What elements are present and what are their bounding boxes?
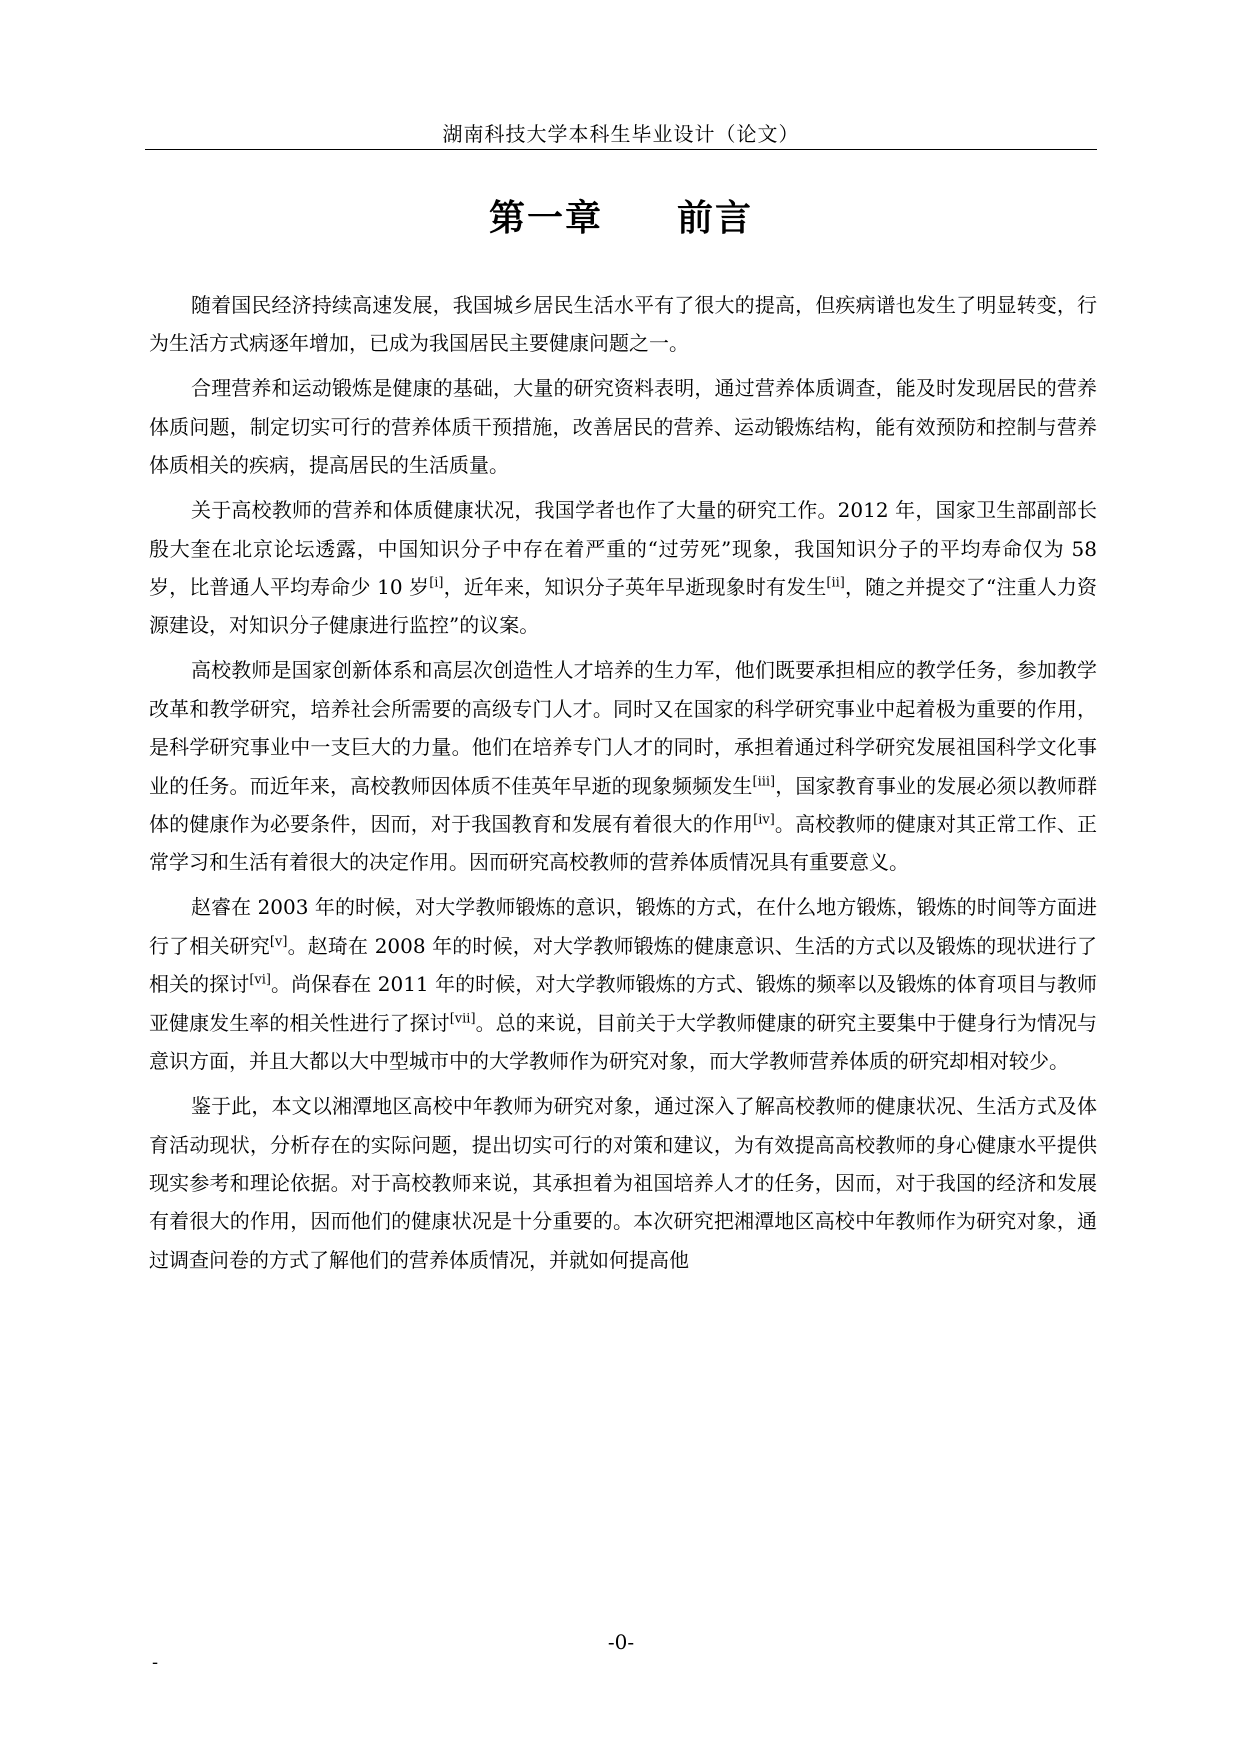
citation-ref[interactable]: [ii] [826, 575, 845, 591]
header-rule [145, 149, 1097, 150]
paragraph-text: 。尚保春在 2011 年的时候，对大学教师锻炼的方式、锻炼的频率以及锻炼的体育项目与教师亚健康发生率的相关性进行了探讨 [149, 972, 1097, 1035]
footer-mark: - [152, 1652, 159, 1673]
paragraph-text: 赵睿在 2003 年的时候，对大学教师锻炼的意识，锻炼的方式，在什么地方锻炼，锻炼的时间等方面进行了相关研究 [149, 895, 1097, 958]
citation-ref[interactable]: [iv] [753, 812, 775, 828]
paragraph-text: 。赵琦在 2008 年的时候，对大学教师锻炼的健康意识、生活的方式以及锻炼的现状进行了相关的探讨 [149, 933, 1097, 997]
citation-ref[interactable]: [vii] [449, 1011, 476, 1027]
citation-ref[interactable]: [i] [429, 575, 444, 591]
chapter-name: 前言 [677, 197, 754, 239]
citation-ref[interactable]: [vi] [249, 972, 271, 988]
paragraph-text: 鉴于此，本文以湘潭地区高校中年教师为研究对象，通过深入了解高校教师的健康状况、生活方式及体育活动现状，分析存在的实际问题，提出切实可行的对策和建议，为有效提高高校教师的身心健康水平提供现实参考和理论依据。对于高校教师来说，其承担着为祖国培养人才的任务，因而，对于我国的经济和发展有着很大的作用，因而他们的健康状况是十分重要的。本次研究把湘潭地区高校中年教师作为研究对象，通过调查问卷的方式了解他们的营养体质情况，并就如何提高他 [149, 1094, 1097, 1272]
paragraph-text: ，国家教育事业的发展必须以教师群体的健康作为必要条件，因而，对于我国教育和发展有着很大的作用 [149, 773, 1098, 837]
chapter-number: 第一章 [488, 197, 603, 239]
paragraph-text: 。高校教师的健康对其正常工作、正常学习和生活有着很大的决定作用。因而研究高校教师的营养体质情况具有重要意义。 [149, 812, 1098, 875]
body-text [149, 286, 1097, 1286]
page-number: -0- [607, 1630, 635, 1654]
paragraph-6 [149, 1087, 1097, 1279]
paragraph-text: ，随之并提交了“注重人力资源建设，对知识分子健康进行监控”的议案。 [149, 575, 1097, 638]
citation-ref[interactable]: [iii] [752, 774, 776, 789]
chapter-title [145, 190, 1097, 241]
paragraph-text: 。总的来说，目前关于大学教师健康的研究主要集中于健身行为情况与意识方面，并且大都以大中型城市中的大学教师作为研究对象，而大学教师营养体质的研究却相对较少。 [149, 1010, 1098, 1074]
paragraph-5 [149, 888, 1097, 1080]
running-header: 湖南科技大学本科生毕业设计（论文） [442, 122, 800, 146]
paragraph-text: 高校教师是国家创新体系和高层次创造性人才培养的生力军，他们既要承担相应的教学任务，参加教学改革和教学研究，培养社会所需要的高级专门人才。同时又在国家的科学研究事业中起着极为重要的作用，是科学研究事业中一支巨大的力量。他们在培养专门人才的同时，承担着通过科学研究发展祖国科学文化事业的任务。而近年来，高校教师因体质不佳英年早逝的现象频频发生 [149, 658, 1097, 798]
paragraph-text: 关于高校教师的营养和体质健康状况，我国学者也作了大量的研究工作。2012 年，国家卫生部副部长殷大奎在北京论坛透露，中国知识分子中存在着严重的“过劳死”现象，我国知识分子的平均寿命仅为 58 岁，比普通人平均寿命少 10 岁 [149, 498, 1097, 600]
paragraph-text: ，近年来，知识分子英年早逝现象时有发生 [443, 575, 827, 600]
paragraph-text: 随着国民经济持续高速发展，我国城乡居民生活水平有了很大的提高，但疾病谱也发生了明显转变，行为生活方式病逐年增加，已成为我国居民主要健康问题之一。 [149, 293, 1097, 356]
citation-ref[interactable]: [v] [269, 934, 288, 950]
paragraph-text: 合理营养和运动锻炼是健康的基础，大量的研究资料表明，通过营养体质调查，能及时发现居民的营养体质问题，制定切实可行的营养体质干预措施，改善居民的营养、运动锻炼结构，能有效预防和控制与营养体质相关的疾病，提高居民的生活质量。 [149, 376, 1097, 478]
paragraph-2 [149, 369, 1097, 484]
paragraph-3 [149, 491, 1097, 645]
paragraph-4 [149, 651, 1097, 881]
paragraph-1 [149, 286, 1097, 363]
